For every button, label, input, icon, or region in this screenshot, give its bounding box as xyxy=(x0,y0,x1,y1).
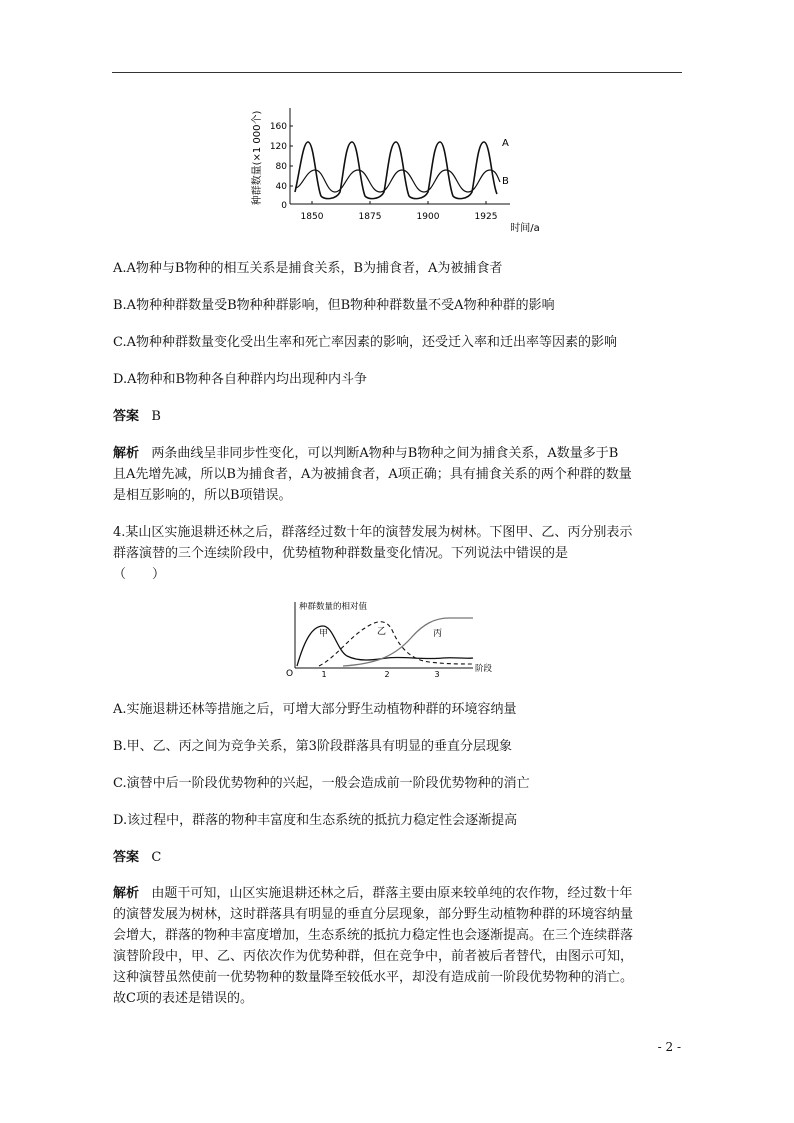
curve-label-jia: 甲 xyxy=(319,629,329,639)
q3-option-b: B.A物种种群数量受B物种种群影响，但B物种种群数量不受A物种种群的影响 xyxy=(113,298,555,313)
answer-value: C xyxy=(151,850,162,865)
origin-label: O xyxy=(286,669,294,679)
q3-option-d: D.A物种和B物种各自种群内均出现种内斗争 xyxy=(113,372,368,387)
page-number: - 2 - xyxy=(657,1040,681,1054)
q4-stem-line-2: 群落演替的三个连续阶段中，优势植物种群数量变化情况。下列说法中错误的是 xyxy=(113,546,569,561)
population-cycle-figure xyxy=(240,100,540,240)
q3-option-a: A.A物种与B物种的相互关系是捕食关系，B为捕食者，A为被捕食者 xyxy=(113,261,503,276)
q3-analysis-line-2: 且A先增先减，所以B为捕食者，A为被捕食者，A项正确；具有捕食关系的两个种群的数量 xyxy=(113,467,632,482)
y-tick: 120 xyxy=(269,142,287,152)
x-tick: 1875 xyxy=(358,212,382,222)
q4-analysis-line-4: 演替阶段中，甲、乙、丙依次作为优势种群，但在竞争中，前者被后者替代，由图示可知， xyxy=(113,949,634,964)
analysis-label: 解析 xyxy=(113,446,140,461)
answer-label: 答案 xyxy=(113,409,140,424)
x-tick: 1900 xyxy=(416,212,440,222)
y-tick: 0 xyxy=(281,201,287,211)
y-axis-label: 种群数量的相对值 xyxy=(299,602,368,612)
q4-stem-line-1: 4.某山区实施退耕还林之后，群落经过数十年的演替发展为树林。下图甲、乙、丙分别表示 xyxy=(113,525,633,540)
series-b-label: B xyxy=(502,176,509,187)
x-tick: 1850 xyxy=(300,212,324,222)
x-tick: 3 xyxy=(434,670,440,679)
curve-label-yi: 乙 xyxy=(377,627,387,637)
q4-option-b: B.甲、乙、丙之间为竞争关系，第3阶段群落具有明显的垂直分层现象 xyxy=(113,739,512,754)
y-tick: 160 xyxy=(269,122,287,132)
q3-answer xyxy=(113,407,161,427)
q3-option-c: C.A物种种群数量变化受出生率和死亡率因素的影响，还受迁入率和迁出率等因素的影响 xyxy=(113,335,618,350)
header-rule xyxy=(112,72,682,73)
q3-analysis-line-1 xyxy=(113,444,618,464)
y-tick: 80 xyxy=(275,162,287,172)
x-axis-label: 时间/a xyxy=(510,223,540,234)
q4-analysis-line-6: 故C项的表述是错误的。 xyxy=(113,991,253,1006)
x-tick: 2 xyxy=(384,670,390,679)
y-axis-label: 种群数量(×1 000个) xyxy=(252,110,263,206)
series-a-label: A xyxy=(502,138,509,149)
answer-value: B xyxy=(151,409,161,424)
q4-analysis-line-3: 会增大，群落的物种丰富度增加，生态系统的抵抗力稳定性也会逐渐提高。在三个连续群落 xyxy=(113,928,634,943)
x-axis-label: 阶段 xyxy=(475,664,493,674)
series-b-curve xyxy=(295,170,500,192)
q4-answer-bracket: （ ） xyxy=(113,567,166,582)
q4-option-a: A.实施退耕还林等措施之后，可增大部分野生动植物种群的环境容纳量 xyxy=(113,702,517,717)
q4-option-d: D.该过程中，群落的物种丰富度和生态系统的抵抗力稳定性会逐渐提高 xyxy=(113,813,518,828)
q4-analysis-line-5: 这种演替虽然使前一优势物种的数量降至较低水平，却没有造成前一阶段优势物种的消亡。 xyxy=(113,970,634,985)
succession-stage-figure xyxy=(283,598,513,680)
x-tick: 1925 xyxy=(474,212,498,222)
curve-label-bing: 丙 xyxy=(433,629,443,639)
analysis-text: 由题干可知，山区实施退耕还林之后，群落主要由原来较单纯的农作物，经过数十年 xyxy=(151,886,633,901)
q4-analysis-line-1 xyxy=(113,884,632,904)
analysis-label: 解析 xyxy=(113,886,140,901)
q4-analysis-line-2: 的演替发展为树林，这时群落具有明显的垂直分层现象，部分野生动植物种群的环境容纳量 xyxy=(113,907,634,922)
q3-analysis-line-3: 是相互影响的，所以B项错误。 xyxy=(113,488,292,503)
q4-option-c: C.演替中后一阶段优势物种的兴起，一般会造成前一阶段优势物种的消亡 xyxy=(113,776,530,791)
series-a-curve xyxy=(295,142,497,199)
y-tick: 40 xyxy=(275,182,287,192)
curve-bing xyxy=(343,618,473,666)
answer-label: 答案 xyxy=(113,850,140,865)
analysis-text: 两条曲线呈非同步性变化，可以判断A物种与B物种之间为捕食关系，A数量多于B xyxy=(151,446,619,461)
q4-answer xyxy=(113,848,161,868)
curve-yi xyxy=(319,622,473,666)
x-tick: 1 xyxy=(321,670,327,679)
